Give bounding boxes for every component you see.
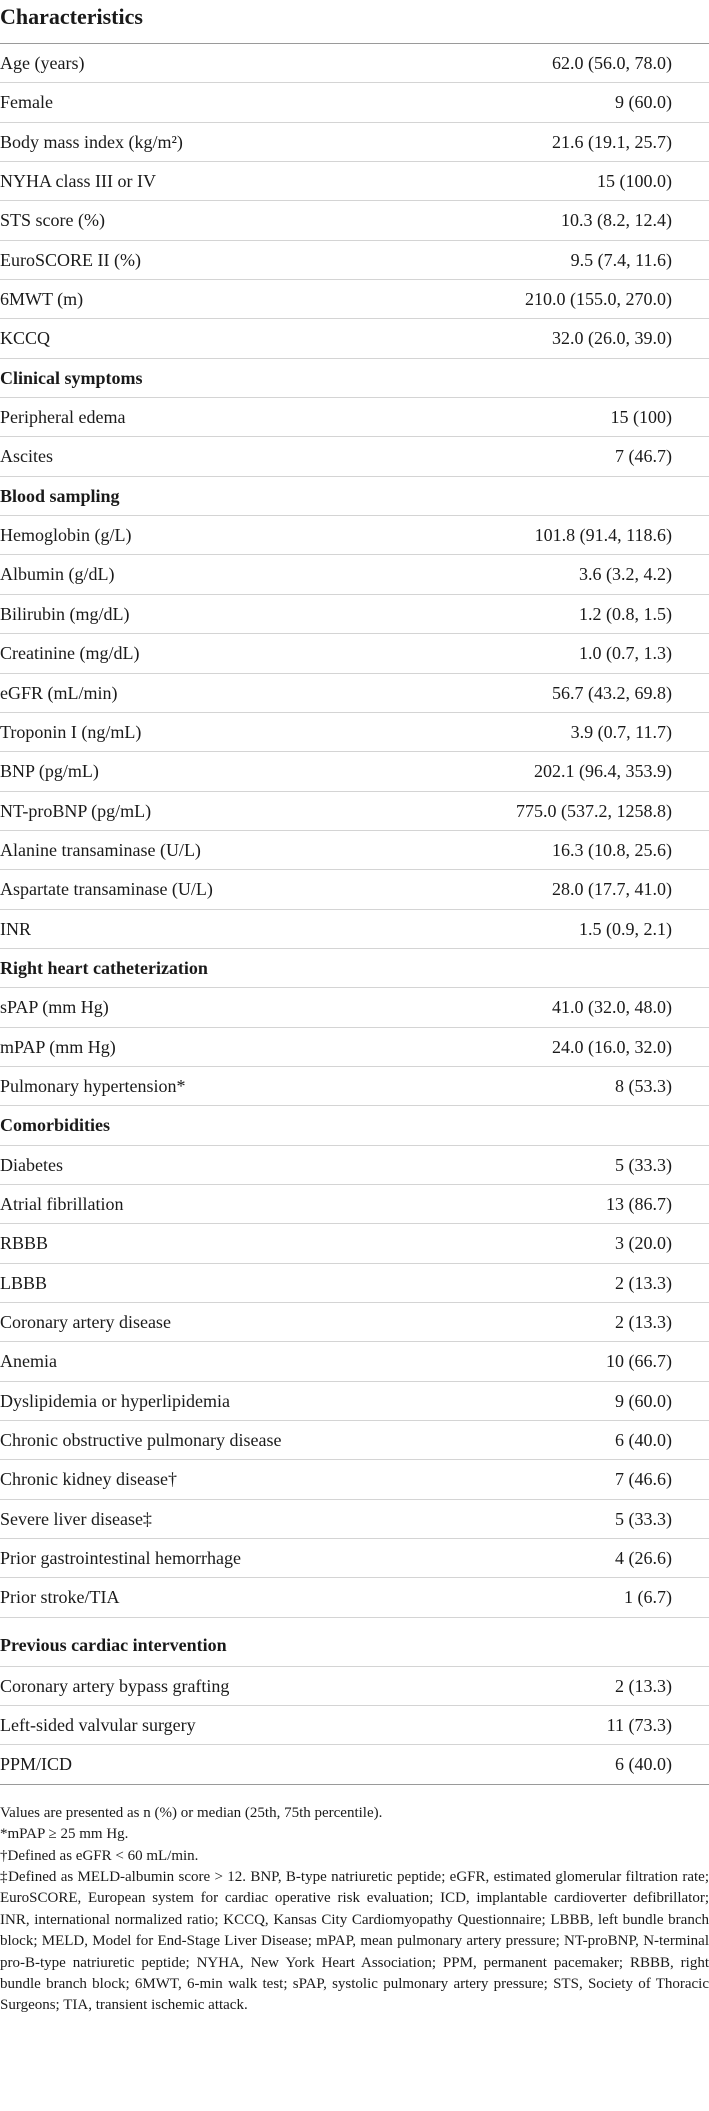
row-value: 1 (6.7) [624,1587,672,1608]
footnote: *mPAP ≥ 25 mm Hg. [0,1826,129,1843]
row-label: NYHA class III or IV [0,171,156,192]
row-value: 21.6 (19.1, 25.7) [552,131,672,152]
row-label: Chronic obstructive pulmonary disease [0,1430,282,1451]
row-value: 2 (13.3) [615,1312,672,1332]
row-label: Creatinine (mg/dL) [0,643,140,664]
row-value: 202.1 (96.4, 353.9) [534,761,672,782]
row-label: Coronary artery disease [0,1312,171,1332]
row-value: 32.0 (26.0, 39.0) [552,328,672,349]
table-row [0,595,709,634]
row-label: mPAP (mm Hg) [0,1036,116,1057]
row-value: 3.6 (3.2, 4.2) [579,564,672,585]
table-row [0,674,709,713]
table-row [0,1146,709,1185]
table-footnotes [0,1785,709,2017]
row-value: 3.9 (0.7, 11.7) [570,721,672,742]
row-label: Body mass index (kg/m²) [0,131,183,152]
row-label: Left-sided valvular surgery [0,1715,196,1736]
section-header-row [0,1106,709,1145]
table-row [0,752,709,791]
row-value: 5 (33.3) [615,1154,672,1175]
row-label: sPAP (mm Hg) [0,997,109,1018]
table-row [0,280,709,319]
row-label: Female [0,92,53,113]
row-label: INR [0,918,31,939]
footnote: †Defined as eGFR < 60 mL/min. [0,1847,199,1864]
table-row [0,831,709,870]
table-row [0,1706,709,1745]
row-value: 101.8 (91.4, 118.6) [534,525,672,546]
row-label: RBBB [0,1233,49,1254]
row-value: 41.0 (32.0, 48.0) [552,997,672,1018]
row-value: 9 (60.0) [615,1390,672,1411]
row-label: Anemia [0,1351,57,1372]
row-value: 6 (40.0) [615,1754,672,1775]
row-value: 28.0 (17.7, 41.0) [552,879,672,900]
row-value: 9.5 (7.4, 11.6) [570,249,672,270]
table-row [0,319,709,358]
table-row [0,201,709,240]
row-label: Albumin (g/dL) [0,564,115,585]
row-value: 16.3 (10.8, 25.6) [552,839,672,860]
section-header-row [0,477,709,516]
row-value: 1.2 (0.8, 1.5) [579,603,672,624]
row-value: 56.7 (43.2, 69.8) [552,682,672,703]
row-label: EuroSCORE II (%) [0,249,141,270]
row-label: BNP (pg/mL) [0,761,99,782]
row-value: 8 (53.3) [615,1075,672,1096]
table-row [0,1539,709,1578]
table-row [0,1745,709,1784]
table-row [0,1667,709,1706]
row-label: Peripheral edema [0,407,126,428]
row-label: STS score (%) [0,210,105,231]
table-row [0,870,709,909]
section-title: Clinical symptoms [0,367,143,388]
row-value: 24.0 (16.0, 32.0) [552,1036,672,1057]
table-row [0,44,709,83]
row-label: Chronic kidney disease† [0,1469,177,1490]
row-label: Atrial fibrillation [0,1193,124,1214]
row-label: Ascites [0,446,53,467]
row-value: 15 (100.0) [597,171,672,192]
section-header-row [0,359,709,398]
table-row [0,1067,709,1106]
row-value: 4 (26.6) [615,1548,672,1569]
table-body [0,44,709,1785]
row-value: 1.0 (0.7, 1.3) [579,643,672,664]
row-label: Pulmonary hypertension* [0,1075,186,1096]
row-label: Bilirubin (mg/dL) [0,603,130,624]
table-row [0,83,709,122]
section-title: Blood sampling [0,485,120,506]
row-label: Prior stroke/TIA [0,1587,120,1608]
table-row [0,1303,709,1342]
table-row [0,1421,709,1460]
row-label: Hemoglobin (g/L) [0,525,132,546]
row-value: 775.0 (537.2, 1258.8) [516,800,672,821]
table-row [0,1224,709,1263]
table-row [0,1578,709,1617]
table-row [0,555,709,594]
row-label: NT-proBNP (pg/mL) [0,800,152,821]
table-row [0,792,709,831]
row-label: Diabetes [0,1154,63,1175]
row-value: 6 (40.0) [615,1430,672,1451]
section-title: Right heart catheterization [0,957,208,978]
row-value: 7 (46.6) [615,1469,672,1490]
table-row [0,241,709,280]
row-value: 10 (66.7) [606,1351,672,1372]
row-label: Dyslipidemia or hyperlipidemia [0,1390,230,1411]
row-label: Age (years) [0,53,85,73]
row-value: 13 (86.7) [606,1193,672,1214]
table-row [0,910,709,949]
row-label: KCCQ [0,328,51,349]
section-header-row [0,949,709,988]
table-row [0,516,709,555]
table-row [0,398,709,437]
row-value: 10.3 (8.2, 12.4) [561,210,672,231]
row-label: LBBB [0,1272,48,1293]
table-row [0,1028,709,1067]
row-value: 210.0 (155.0, 270.0) [525,289,672,310]
section-title: Previous cardiac intervention [0,1634,227,1655]
header-title: Characteristics [0,4,143,29]
section-title: Comorbidities [0,1115,110,1136]
table-row [0,1185,709,1224]
row-value: 15 (100) [610,407,672,428]
section-header-row [0,1618,709,1667]
row-value: 2 (13.3) [615,1272,672,1293]
footnote: Values are presented as n (%) or median (25th, 75th percentile). [0,1804,383,1821]
row-label: Aspartate transaminase (U/L) [0,879,213,900]
table-row [0,1382,709,1421]
row-value: 9 (60.0) [615,92,672,113]
table-row [0,437,709,476]
row-value: 5 (33.3) [615,1508,672,1529]
table-header [0,0,709,44]
row-value: 1.5 (0.9, 2.1) [579,918,672,939]
row-label: PPM/ICD [0,1754,73,1775]
row-label: Prior gastrointestinal hemorrhage [0,1548,241,1569]
table-row [0,634,709,673]
table-row [0,713,709,752]
row-value: 7 (46.7) [615,446,672,467]
table-row [0,1264,709,1303]
table-row [0,162,709,201]
row-label: Alanine transaminase (U/L) [0,839,201,860]
row-value: 62.0 (56.0, 78.0) [552,53,672,73]
row-label: Troponin I (ng/mL) [0,721,142,742]
table-row [0,123,709,162]
row-label: Severe liver disease‡ [0,1508,152,1529]
table-row [0,1460,709,1499]
row-label: Coronary artery bypass grafting [0,1675,230,1696]
row-value: 3 (20.0) [615,1233,672,1254]
row-label: 6MWT (m) [0,289,84,310]
table-row [0,1342,709,1381]
row-value: 11 (73.3) [606,1715,672,1736]
table-row [0,1500,709,1539]
footnote: ‡Defined as MELD-albumin score > 12. BNP, B-type natriuretic peptide; eGFR, estimated glomerular filtration rate; EuroSCORE, European system for cardiac operative risk evaluation; ICD, implantable cardioverter defibrillator; INR, international normalized ratio; KCCQ, Kansas City Cardiomyopathy Questionnaire; LBBB, left bundle branch block; MELD, Model for End-Stage Liver Disease; mPAP, mean pulmonary artery pressure; NT-proBNP, N-terminal pro-B-type natriuretic peptide; NYHA, New York Heart Association; PPM, permanent pacemaker; RBBB, right bundle branch block; 6MWT, 6-min walk test; sPAP, systolic pulmonary artery pressure; STS, Society of Thoracic Surgeons; TIA, transient ischemic attack. [0,1869,709,2014]
table-row [0,988,709,1027]
row-value: 2 (13.3) [615,1675,672,1696]
row-label: eGFR (mL/min) [0,682,118,703]
